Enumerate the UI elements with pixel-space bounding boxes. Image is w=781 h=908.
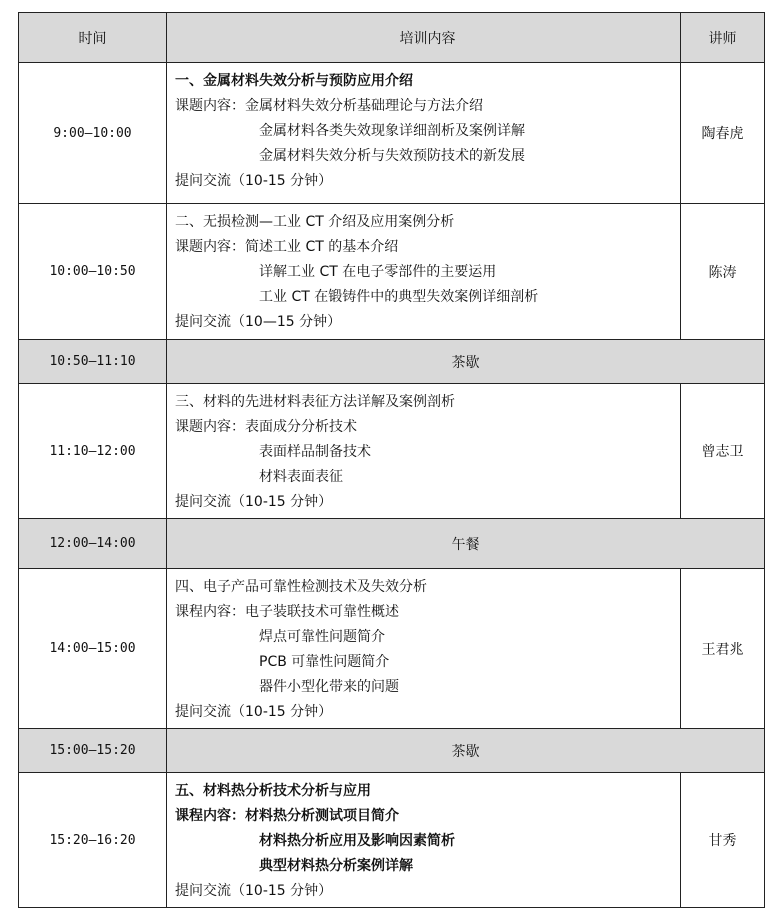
session-title: 四、电子产品可靠性检测技术及失效分析 (175, 579, 427, 595)
session-item: 材料表面表征 (259, 469, 343, 485)
session-row (19, 569, 765, 729)
session-row (19, 204, 765, 340)
header-row (19, 13, 765, 63)
session-item: 金属材料各类失效现象详细剖析及案例详解 (259, 123, 525, 139)
header-time: 时间 (19, 13, 167, 63)
session-prefix: 课程内容： (175, 604, 245, 620)
session-prefix: 课题内容： (175, 419, 245, 435)
session-prefix: 课题内容： (175, 239, 245, 255)
session-time: 9:00—10:00 (19, 63, 167, 204)
break-time: 10:50—11:10 (19, 340, 167, 384)
session-item: 表面样品制备技术 (259, 444, 371, 460)
session-content (167, 63, 681, 204)
session-time: 15:20—16:20 (19, 773, 167, 908)
session-item: 金属材料失效分析基础理论与方法介绍 (245, 98, 483, 114)
break-label: 茶歇 (167, 340, 765, 384)
session-row (19, 384, 765, 519)
break-label: 午餐 (167, 519, 765, 569)
session-item: 器件小型化带来的问题 (259, 679, 399, 695)
session-time: 14:00—15:00 (19, 569, 167, 729)
session-content (167, 773, 681, 908)
session-lecturer: 陈涛 (681, 204, 765, 340)
break-row (19, 519, 765, 569)
session-item: 材料热分析测试项目简介 (245, 808, 399, 824)
break-row (19, 729, 765, 773)
session-qa: 提问交流（10—15 分钟） (175, 314, 342, 330)
session-lecturer: 曾志卫 (681, 384, 765, 519)
break-time: 15:00—15:20 (19, 729, 167, 773)
session-row (19, 63, 765, 204)
session-prefix: 课题内容： (175, 98, 245, 114)
session-item: 材料热分析应用及影响因素简析 (259, 833, 455, 849)
session-item: 金属材料失效分析与失效预防技术的新发展 (259, 148, 525, 164)
header-lecturer: 讲师 (681, 13, 765, 63)
session-lecturer: 王君兆 (681, 569, 765, 729)
break-row (19, 340, 765, 384)
session-item: 表面成分分析技术 (245, 419, 357, 435)
session-content (167, 384, 681, 519)
session-qa: 提问交流（10-15 分钟） (175, 704, 333, 720)
session-content (167, 204, 681, 340)
session-time: 11:10—12:00 (19, 384, 167, 519)
header-content: 培训内容 (167, 13, 681, 63)
break-time: 12:00—14:00 (19, 519, 167, 569)
session-item: 焊点可靠性问题简介 (259, 629, 385, 645)
session-prefix: 课程内容： (175, 808, 245, 824)
session-lecturer: 陶春虎 (681, 63, 765, 204)
training-schedule-table (18, 12, 765, 908)
break-label: 茶歇 (167, 729, 765, 773)
session-item: 简述工业 CT 的基本介绍 (245, 239, 399, 255)
session-title: 三、材料的先进材料表征方法详解及案例剖析 (175, 394, 455, 410)
session-row (19, 773, 765, 908)
session-qa: 提问交流（10-15 分钟） (175, 173, 333, 189)
session-lecturer: 甘秀 (681, 773, 765, 908)
session-item: 工业 CT 在锻铸件中的典型失效案例详细剖析 (259, 289, 539, 305)
session-time: 10:00—10:50 (19, 204, 167, 340)
session-item: PCB 可靠性问题简介 (259, 654, 390, 670)
session-item: 电子装联技术可靠性概述 (245, 604, 399, 620)
session-qa: 提问交流（10-15 分钟） (175, 883, 333, 899)
session-title: 一、金属材料失效分析与预防应用介绍 (175, 73, 413, 89)
session-qa: 提问交流（10-15 分钟） (175, 494, 333, 510)
session-content (167, 569, 681, 729)
session-title: 二、无损检测—工业 CT 介绍及应用案例分析 (175, 214, 455, 230)
session-title: 五、材料热分析技术分析与应用 (175, 783, 371, 799)
session-item: 典型材料热分析案例详解 (259, 858, 413, 874)
session-item: 详解工业 CT 在电子零部件的主要运用 (259, 264, 497, 280)
